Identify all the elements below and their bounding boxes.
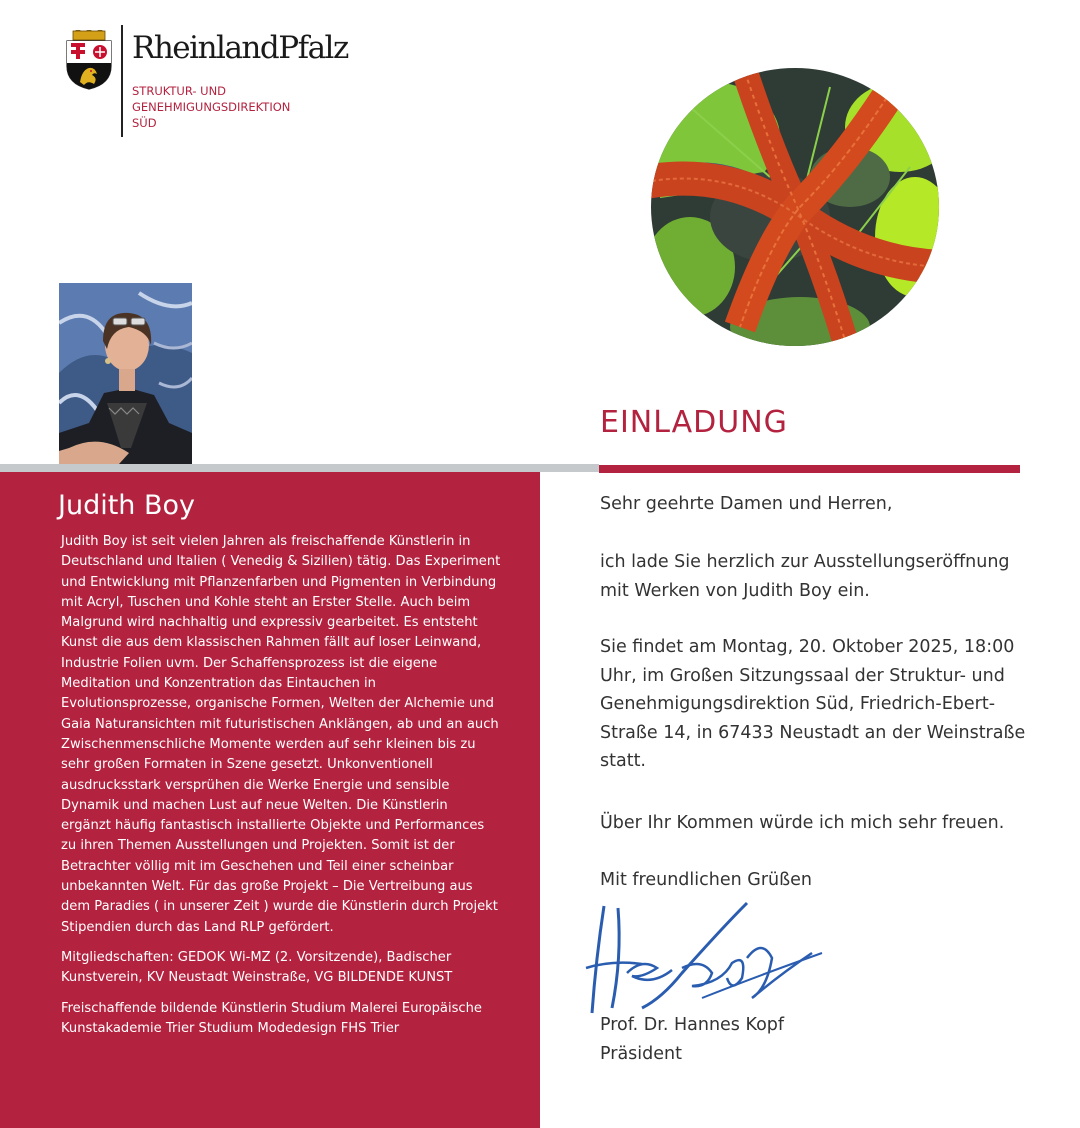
artist-bio	[61, 532, 501, 1049]
bio-paragraph: Mitgliedschaften: GEDOK Wi-MZ (2. Vorsitzende), Badischer Kunstverein, KV Neustadt Weinstraße, VG BILDENDE KUNST	[61, 949, 453, 986]
signer-name: Prof. Dr. Hannes Kopf	[600, 1015, 785, 1035]
artist-bio-panel	[0, 472, 540, 1128]
letter-paragraph: Über Ihr Kommen würde ich mich sehr freuen.	[600, 813, 1005, 833]
logo-sub-line: STRUKTUR- UND	[132, 84, 227, 98]
letter-greeting: Sehr geehrte Damen und Herren,	[600, 494, 893, 514]
coat-of-arms-icon	[64, 30, 114, 90]
letter-closing: Mit freundlichen Grüßen	[600, 870, 812, 890]
signer-title: Präsident	[600, 1044, 682, 1064]
logo-sub-line: GENEHMIGUNGSDIREKTION	[132, 100, 291, 114]
invitation-title: EINLADUNG	[600, 405, 788, 440]
artist-name: Judith Boy	[58, 490, 196, 521]
gray-divider-bar	[0, 464, 599, 472]
logo-sub-line: SÜD	[132, 116, 157, 130]
letter-paragraph: ich lade Sie herzlich zur Ausstellungseröffnung mit Werken von Judith Boy ein.	[600, 552, 1010, 601]
accent-divider-bar	[599, 465, 1020, 473]
logo-subtitle	[132, 83, 322, 131]
artist-portrait-photo	[59, 283, 192, 464]
logo-divider	[121, 25, 123, 137]
logo-wordmark: RheinlandPfalz	[132, 30, 348, 66]
bio-paragraph: Freischaffende bildende Künstlerin Studium Malerei Europäische Kunstakademie Trier Studium Modedesign FHS Trier	[61, 1000, 482, 1036]
letter-paragraph: Sie findet am Montag, 20. Oktober 2025, 18:00 Uhr, im Großen Sitzungssaal der Struktur- und Genehmigungsdirektion Süd, Friedrich-Ebert-Straße 14, in 67433 Neustadt an der Weinstraße statt.	[600, 637, 1026, 771]
circular-painting-image	[650, 67, 940, 347]
signature-image	[582, 898, 827, 1028]
bio-paragraph: Judith Boy ist seit vielen Jahren als freischaffende Künstlerin in Deutschland und Italien ( Venedig & Sizilien) tätig. Das Experiment und Entwicklung mit Pflanzenfarben und Pigmenten in Verbindung mit Acryl, Tuschen und Kohle steht an Erster Stelle. Auch beim Malgrund wird nachhaltig und expressiv gearbeitet. Es entsteht Kunst die aus dem klassischen Rahmen fällt auf loser Leinwand, Industrie Folien uvm. Der Schaffensprozess ist die eigene Meditation und Konzentration das Eintauchen in Evolutionsprozesse, organische Formen, Welten der Alchemie und Gaia Naturansichten mit futuristischen Anklängen, ab und an auch Zwischenmenschliche Momente werden auf sehr kleinen bis zu sehr großen Formaten in Szene gesetzt. Unkonventionell ausdrucksstark versprühen die Werke Energie und sensible Dynamik und machen Lust auf neue Welten. Die Künstlerin ergänzt häufig fantastisch installierte Objekte und Performances zu ihren Themen Ausstellungen und Projekten. Somit ist der Betrachter völlig mit im Geschehen und Teil einer scheinbar unbekannten Welt. Für das große Projekt – Die Vertreibung aus dem Paradies ( in unserer Zeit ) wurde die Künstlerin durch Projekt Stipendien durch das Land RLP gefördert.	[61, 534, 501, 935]
